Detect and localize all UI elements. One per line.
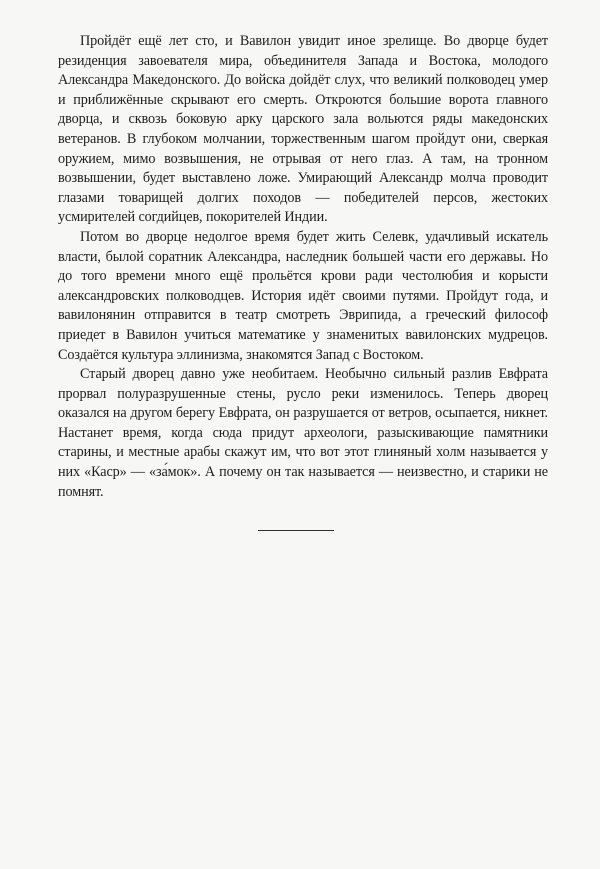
paragraph-old-palace: Старый дворец давно уже необитаем. Необычно сильный разлив Евфрата прорвал полуразрушенные стены, русло реки изменилось. Теперь дворец оказался на другом берегу Евфрата, он разрушается от ветров, осыпается, никнет. Настанет время, когда сюда придут археологи, разыскивающие памятники старины, и местные арабы скажут им, что вот этот глиняный холм называется у них «Каср» — «за́мок». А почему он так называется — неизвестно, и старики не помнят.: [58, 366, 548, 500]
text-body: [58, 32, 548, 502]
paragraph-alexander: Пройдёт ещё лет сто, и Вавилон увидит иное зрелище. Во дворце будет резиденция завоевателя мира, объединителя Запада и Востока, молодого Александра Македонского. До войска дойдёт слух, что великий полководец умер и приближённые скрывают его смерть. Откроются большие ворота главного дворца, и сквозь боковую арку царского зала вольются ряды македонских ветеранов. В глубоком молчании, торжественным шагом пройдут они, сверкая оружием, мимо возвышения, не отрывая от него глаз. А там, на тронном возвышении, будет выставлено ложе. Умирающий Александр молча проводит глазами товарищей долгих походов — победителей персов, жестоких усмирителей согдийцев, покорителей Индии.: [58, 33, 548, 226]
paragraph-seleucus: Потом во дворце недолгое время будет жить Селевк, удачливый искатель власти, былой соратник Александра, наследник большей части его державы. Но до того времени много ещё прольётся крови ради честолюбия и корысти александровских полководцев. История идёт своими путями. Пройдут года, и вавилонянин отправится в театр смотреть Эврипида, а греческий философ приедет в Вавилон учиться математике у знаменитых вавилонских мудрецов. Создаётся культура эллинизма, знакомятся Запад с Востоком.: [58, 228, 548, 363]
section-end-rule: [258, 530, 334, 531]
